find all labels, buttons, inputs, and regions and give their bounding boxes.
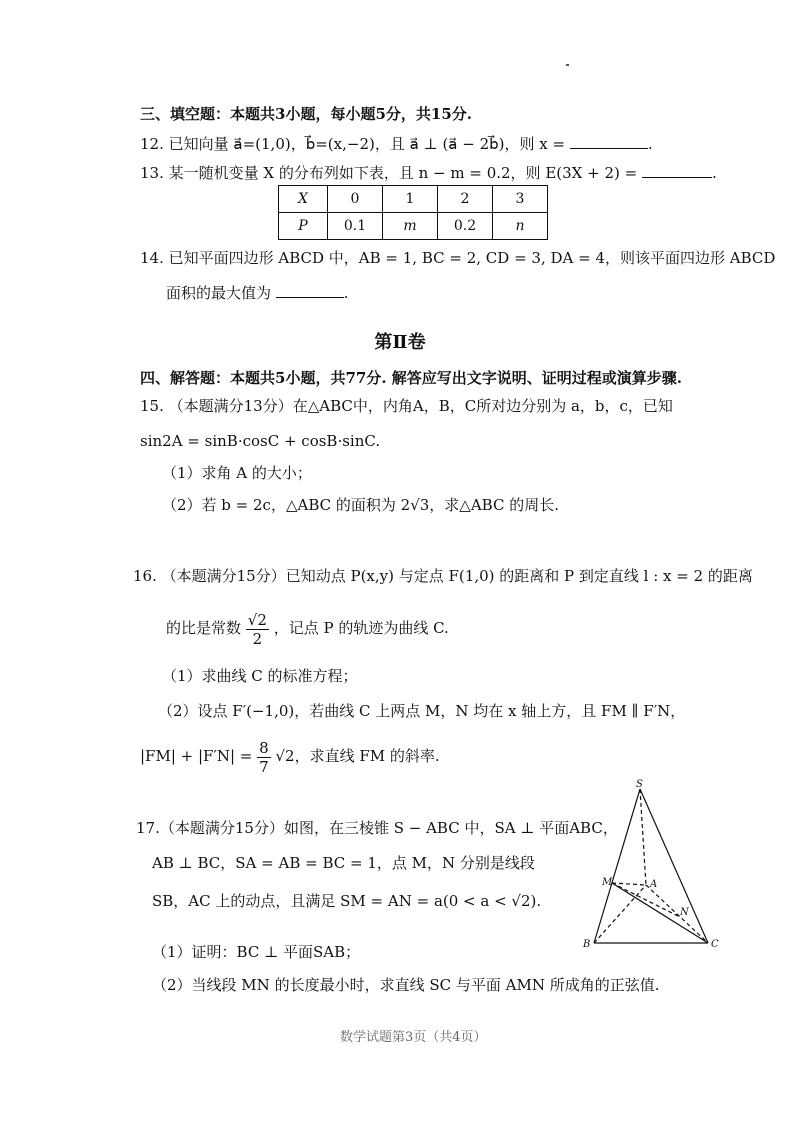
label-A: A bbox=[650, 879, 658, 890]
q12-text: 12. 已知向量 a⃗=(1,0)，b⃗=(x,−2)，且 a⃗ ⊥ (a⃗ − 2b⃗)，则 x = bbox=[140, 135, 566, 153]
segment-MN bbox=[612, 883, 680, 917]
q12-end: . bbox=[647, 135, 653, 153]
q16-line5 bbox=[140, 738, 440, 776]
q13-answer-blank[interactable] bbox=[642, 163, 712, 178]
edge-SB bbox=[594, 789, 640, 943]
q14-end: . bbox=[343, 284, 349, 302]
q16-line5-pre: |FM| + |F′N| = bbox=[140, 747, 253, 765]
fraction-numerator: 8 bbox=[259, 738, 269, 757]
fraction-numerator: √2 bbox=[247, 610, 267, 629]
q16-line5-post: √2，求直线 FM 的斜率. bbox=[275, 747, 440, 765]
q17-line1: 17.（本题满分15分）如图，在三棱锥 S − ABC 中，SA ⊥ 平面ABC， bbox=[136, 819, 618, 837]
edge-SC bbox=[640, 789, 708, 943]
q13 bbox=[140, 163, 717, 183]
table-row bbox=[279, 186, 548, 213]
q16-line2-pre: 的比是常数 bbox=[166, 619, 242, 637]
table-cell: m bbox=[383, 213, 438, 240]
q14-answer-blank[interactable] bbox=[276, 283, 344, 298]
q12-answer-blank[interactable] bbox=[570, 134, 648, 149]
segment-MC bbox=[612, 883, 708, 943]
q17-line3: SB，AC 上的动点，且满足 SM = AN = a(0 < a < √2). bbox=[152, 892, 542, 910]
table-cell: 2 bbox=[438, 186, 493, 213]
q16-fraction bbox=[246, 611, 269, 648]
q16-line2-post: ，记点 P 的轨迹为曲线 C. bbox=[273, 619, 449, 637]
q13-end: . bbox=[711, 164, 717, 182]
q15-line1: 15. （本题满分13分）在△ABC中，内角A，B，C所对边分别为 a，b，c，已知 bbox=[140, 397, 673, 415]
q17-part1: （1）证明：BC ⊥ 平面SAB； bbox=[152, 943, 361, 961]
q16-fraction2 bbox=[257, 739, 271, 776]
label-S: S bbox=[636, 779, 643, 790]
segment-MA bbox=[612, 883, 646, 885]
part2-title: 第Ⅱ卷 bbox=[374, 332, 426, 353]
q15-part1: （1）求角 A 的大小； bbox=[162, 464, 312, 482]
label-B: B bbox=[583, 939, 591, 950]
fraction-denominator: 2 bbox=[252, 629, 263, 648]
page-footer: 数学试题第3页（共4页） bbox=[340, 1030, 487, 1045]
table-cell: X bbox=[279, 186, 328, 213]
q17-part2: （2）当线段 MN 的长度最小时，求直线 SC 与平面 AMN 所成角的正弦值. bbox=[152, 976, 660, 994]
tetrahedron-figure bbox=[580, 775, 730, 960]
q14-line2 bbox=[166, 283, 349, 303]
q14-line1: 14. 已知平面四边形 ABCD 中，AB = 1, BC = 2, CD = 3, DA = 4，则该平面四边形 ABCD bbox=[140, 249, 776, 267]
table-cell: 1 bbox=[383, 186, 438, 213]
edge-AB bbox=[594, 885, 646, 943]
table-row bbox=[279, 213, 548, 240]
label-M: M bbox=[602, 877, 613, 888]
q16-line1: 16. （本题满分15分）已知动点 P(x,y) 与定点 F(1,0) 的距离和 P 到定直线 l : x = 2 的距离 bbox=[133, 567, 753, 585]
label-N: N bbox=[680, 907, 689, 918]
q13-text: 13. 某一随机变量 X 的分布列如下表，且 n − m = 0.2，则 E(3X + 2) = bbox=[140, 164, 638, 182]
table-cell: 0.2 bbox=[438, 213, 493, 240]
q17-line2: AB ⊥ BC，SA = AB = BC = 1，点 M，N 分别是线段 bbox=[152, 854, 535, 872]
table-cell: n bbox=[493, 213, 548, 240]
q15-part2: （2）若 b = 2c，△ABC 的面积为 2√3，求△ABC 的周长. bbox=[162, 496, 559, 514]
distribution-table bbox=[278, 185, 548, 240]
q15-line2: sin2A = sinB·cosC + cosB·sinC. bbox=[140, 432, 381, 450]
q12 bbox=[140, 134, 653, 154]
table-cell: 0.1 bbox=[328, 213, 383, 240]
section4-title: 四、解答题：本题共5小题，共77分. 解答应写出文字说明、证明过程或演算步骤. bbox=[140, 369, 682, 387]
edge-AC bbox=[646, 885, 708, 943]
q16-part2: （2）设点 F′(−1,0)，若曲线 C 上两点 M，N 均在 x 轴上方，且 FM ∥ F′N， bbox=[158, 702, 686, 720]
q16-line2 bbox=[166, 610, 449, 648]
q14-text: 面积的最大值为 bbox=[166, 284, 272, 302]
scan-speck bbox=[566, 64, 569, 66]
table-cell: 0 bbox=[328, 186, 383, 213]
section3-title: 三、填空题：本题共3小题，每小题5分，共15分. bbox=[140, 105, 472, 123]
fraction-denominator: 7 bbox=[259, 757, 269, 776]
table-cell: 3 bbox=[493, 186, 548, 213]
edge-SA bbox=[640, 789, 646, 885]
table-cell: P bbox=[279, 213, 328, 240]
label-C: C bbox=[711, 939, 719, 950]
q16-part1: （1）求曲线 C 的标准方程； bbox=[162, 667, 358, 685]
